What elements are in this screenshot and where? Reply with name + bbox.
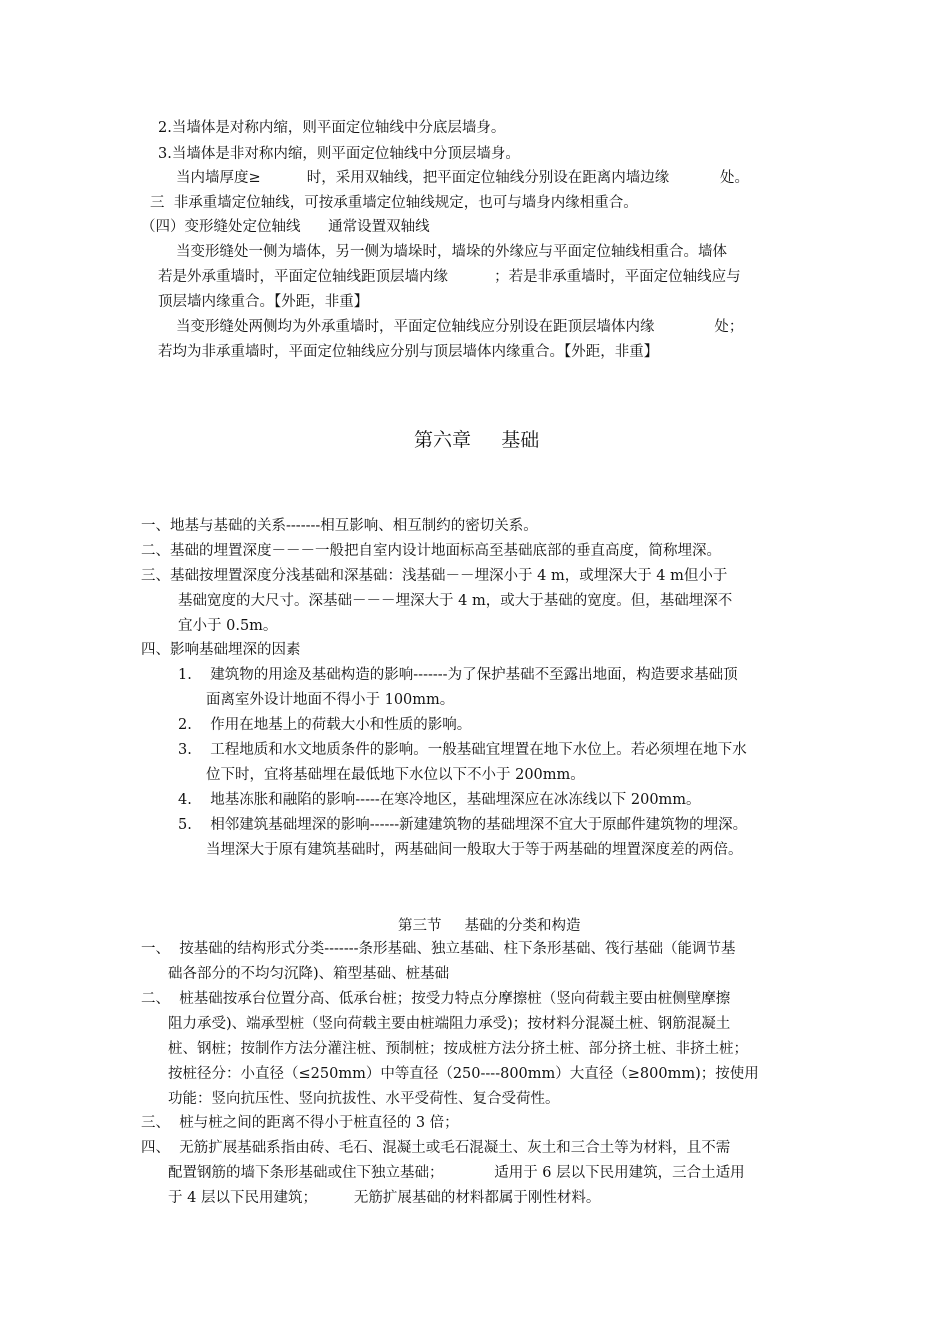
text-line: 当埋深大于原有建筑基础时，两基础间一般取大于等于两基础的埋置深度差的两倍。	[206, 842, 743, 858]
text-line: 1. 建筑物的用途及基础构造的影响-------为了保护基础不至露出地面，构造要求基础顶	[178, 667, 738, 683]
text-line: 2.当墙体是对称内缩，则平面定位轴线中分底层墙身。	[158, 120, 506, 136]
text-line: 当变形缝处两侧均为外承重墙时，平面定位轴线应分别设在距顶层墙体内缘 处；	[176, 319, 744, 335]
text-line: 三、基础按埋置深度分浅基础和深基础：浅基础－－埋深小于 4 m，或埋深大于 4 m但小于	[141, 568, 728, 584]
text-line: 面离室外设计地面不得小于 100mm。	[206, 692, 455, 708]
text-line: 二、 桩基础按承台位置分高、低承台桩；按受力特点分摩擦桩（竖向荷载主要由桩侧壁摩擦	[141, 991, 731, 1007]
text-line: 若是外承重墙时，平面定位轴线距顶层墙内缘 ；若是非承重墙时，平面定位轴线应与	[158, 269, 741, 285]
text-line: 按桩径分：小直径（≤250mm）中等直径（250----800mm）大直径（≥800mm)；按使用	[168, 1066, 759, 1082]
text-line: 阻力承受)、端承型桩（竖向荷载主要由桩端阻力承受)；按材料分混凝土桩、钢筋混凝土	[168, 1016, 731, 1032]
text-line: 二、基础的埋置深度－－－一般把自室内设计地面标高至基础底部的垂直高度，简称埋深。	[141, 543, 721, 559]
text-line: 顶层墙内缘重合。【外距，非重】	[158, 294, 369, 310]
text-line: 四、影响基础埋深的因素	[141, 642, 301, 658]
text-line: 基础宽度的大尺寸。深基础－－－埋深大于 4 m，或大于基础的宽度。但，基础埋深不	[178, 593, 733, 609]
text-line: （四）变形缝处定位轴线 通常设置双轴线	[141, 219, 430, 235]
text-line: 3. 工程地质和水文地质条件的影响。一般基础宜埋置在地下水位上。若必须埋在地下水	[178, 742, 747, 758]
section-title: 第三节 基础的分类和构造	[398, 918, 581, 934]
text-line: 三 非承重墙定位轴线，可按承重墙定位轴线规定，也可与墙身内缘相重合。	[150, 195, 638, 211]
text-line: 4. 地基冻胀和融陷的影响-----在寒冷地区，基础埋深应在冰冻线以下 200mm。	[178, 792, 701, 808]
text-line: 于 4 层以下民用建筑； 无筋扩展基础的材料都属于刚性材料。	[168, 1190, 601, 1206]
text-line: 2. 作用在地基上的荷载大小和性质的影响。	[178, 717, 472, 733]
text-line: 一、地基与基础的关系-------相互影响、相互制约的密切关系。	[141, 518, 538, 534]
text-line: 若均为非承重墙时，平面定位轴线应分别与顶层墙体内缘重合。【外距，非重】	[158, 344, 659, 360]
text-line: 宜小于 0.5m。	[178, 618, 278, 634]
text-line: 位下时，宜将基础埋在最低地下水位以下不小于 200mm。	[206, 767, 585, 783]
text-line: 桩、钢桩；按制作方法分灌注桩、预制桩；按成桩方法分挤土桩、部分挤土桩、非挤土桩；	[168, 1041, 748, 1057]
text-line: 三、 桩与桩之间的距离不得小于桩直径的 3 倍；	[141, 1115, 459, 1131]
text-line: 配置钢筋的墙下条形基础或住下独立基础； 适用于 6 层以下民用建筑，三合土适用	[168, 1165, 745, 1181]
text-line: 当内墙厚度≥ 时，采用双轴线，把平面定位轴线分别设在距离内墙边缘 处。	[176, 170, 749, 186]
text-line: 功能：竖向抗压性、竖向抗拔性、水平受荷性、复合受荷性。	[168, 1091, 560, 1107]
chapter-title: 第六章 基础	[414, 429, 540, 451]
text-line: 3.当墙体是非对称内缩，则平面定位轴线中分顶层墙身。	[158, 146, 520, 162]
text-line: 础各部分的不均匀沉降)、箱型基础、桩基础	[168, 966, 450, 982]
text-line: 当变形缝处一侧为墙体，另一侧为墙垛时，墙垛的外缘应与平面定位轴线相重合。墙体	[176, 244, 727, 260]
text-line: 四、 无筋扩展基础系指由砖、毛石、混凝土或毛石混凝土、灰土和三合土等为材料，且不需	[141, 1140, 731, 1156]
text-line: 5. 相邻建筑基础埋深的影响------新建建筑物的基础埋深不宜大于原邮件建筑物的埋深。	[178, 817, 748, 833]
text-line: 一、 按基础的结构形式分类-------条形基础、独立基础、柱下条形基础、筏行基础（能调节基	[141, 941, 736, 957]
